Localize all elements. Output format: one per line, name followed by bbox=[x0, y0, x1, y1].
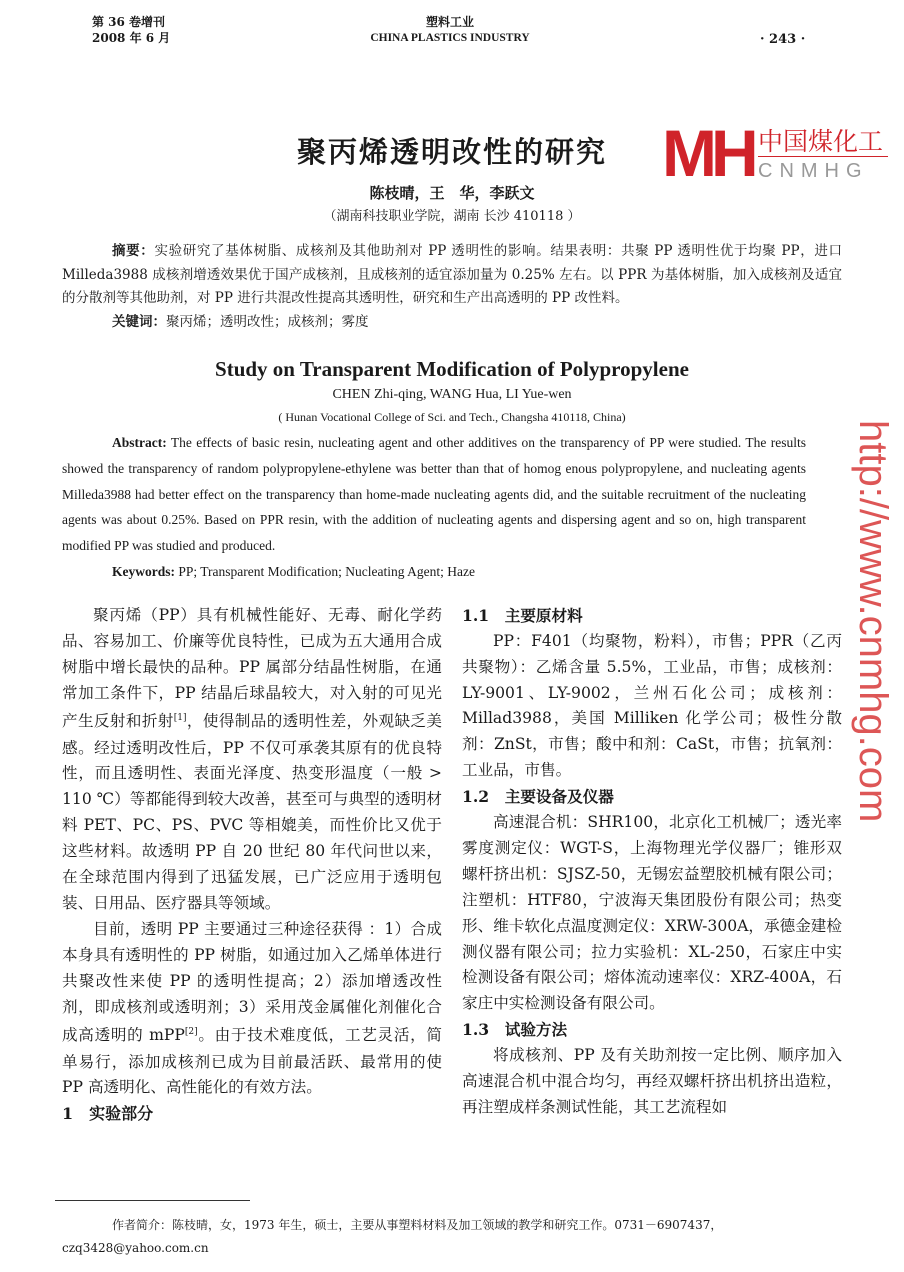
keywords-cn-text: 聚丙烯；透明改性；成核剂；雾度 bbox=[166, 313, 369, 330]
section-heading-1-1: 1.1 主要原材料 bbox=[462, 605, 583, 625]
abstract-en-label: Abstract: bbox=[112, 435, 167, 450]
journal-name-cn: 塑料工业 bbox=[425, 15, 474, 29]
text: 聚丙烯（PP）具有机械性能好、无毒、耐化学药品、容易加工、价廉等优良特性，已成为五大通用合成树脂中增长最快的品种。PP 属部分结晶性树脂，在通常加工条件下，PP 结晶后球晶较大，对入射的可见光产生反射和折射 bbox=[62, 605, 442, 731]
left-column bbox=[62, 603, 442, 1128]
abstract-cn-text: 实验研究了基体树脂、成核剂及其他助剂对 PP 透明性的影响。结果表明：共聚 PP 透明性优于均聚 PP，进口 Milleda3988 成核剂增透效果优于国产成核剂，且成核剂的适宜添加量为 0.25% 左右。以 PPR 为基体树脂，加入成核剂及适宜的分散剂等其他助剂，对 PP 进行共混改性提高其透明性，研究和生产出高透明的 PP 改性料。 bbox=[62, 243, 842, 306]
paper-title-cn: 聚丙烯透明改性的研究 bbox=[296, 135, 607, 169]
materials-paragraph: PP：F401（均聚物，粉料），市售；PPR（乙丙共聚物）：乙烯含量 5.5%，工业品，市售；成核剂：LY-9001、LY-9002，兰州石化公司；成核剂：Millad3988，美国 Milliken 化学公司；极性分散剂：ZnSt，市售；酸中和剂：CaSt，市售；抗氧剂：工业品，市售。 bbox=[462, 631, 842, 780]
header-date: 2008 年 6 月 bbox=[92, 31, 171, 45]
header-journal bbox=[330, 14, 570, 46]
logo-mark: MH bbox=[662, 116, 753, 190]
section-heading-1: 1 实验部分 bbox=[62, 1104, 154, 1124]
intro-paragraph-1 bbox=[62, 603, 442, 917]
method-paragraph: 将成核剂、PP 及有关助剂按一定比例、顺序加入高速混合机中混合均匀，再经双螺杆挤出机挤出造粒，再注塑成样条测试性能，其工艺流程如 bbox=[462, 1046, 842, 1116]
logo-text-en: CNMHG bbox=[758, 160, 869, 182]
text: 。由于技术难度低，工艺灵活，简单易行，添加成核剂已成为目前最活跃、最常用的使 PP 高透明化、高性能化的有效方法。 bbox=[62, 1026, 442, 1097]
right-column bbox=[462, 603, 842, 1128]
authors-en: CHEN Zhi-qing, WANG Hua, LI Yue-wen bbox=[332, 387, 572, 402]
abstract-en bbox=[62, 430, 806, 559]
logo-divider bbox=[758, 156, 888, 157]
authors-cn: 陈枝晴，王 华，李跃文 bbox=[369, 184, 535, 202]
abstract-cn-label: 摘要： bbox=[112, 243, 155, 259]
keywords-cn bbox=[112, 311, 904, 335]
header-volume-date bbox=[92, 14, 170, 46]
journal-name-en: CHINA PLASTICS INDUSTRY bbox=[370, 32, 530, 44]
affiliation-en: ( Hunan Vocational College of Sci. and Tech., Changsha 410118, China) bbox=[278, 410, 626, 424]
article-body bbox=[0, 132, 904, 1127]
header-volume: 第 36 卷增刊 bbox=[92, 15, 166, 29]
text: 目前，透明 PP 主要通过三种途径获得 ：1）合成本身具有透明性的 PP 树脂，如通过加入乙烯单体进行共聚改性来使 PP 的透明性提高；2）添加增透改性剂，即成核剂或透明剂；3）采用茂金属催化剂催化合成高透明的 mPP bbox=[62, 919, 442, 1045]
paper-title-en: Study on Transparent Modification of Polypropylene bbox=[215, 357, 689, 381]
two-column-body bbox=[62, 603, 842, 1128]
equipment-paragraph: 高速混合机：SHR100，北京化工机械厂；透光率雾度测定仪：WGT-S，上海物理光学仪器厂；锥形双螺杆挤出机：SJSZ-50，无锡宏益塑胶机械有限公司；注塑机：HTF80，宁波海天集团股份有限公司；热变形、维卡软化点温度测定仪：XRW-300A，承德金建检测仪器有限公司；拉力实验机：XL-250，石家庄中实检测设备有限公司；熔体流动速率仪：XRZ-400A，石家庄中实检测设备有限公司。 bbox=[462, 813, 842, 1013]
footnote-divider bbox=[55, 1200, 250, 1201]
citation-1: [1] bbox=[173, 713, 187, 724]
author-footnote: 作者简介：陈枝晴，女，1973 年生，硕士，主要从事塑料材料及加工领域的教学和研究工作。0731－6907437，czq3428@yahoo.com.cn bbox=[62, 1218, 723, 1255]
keywords-cn-label: 关键词： bbox=[112, 313, 166, 330]
keywords-en-text: PP; Transparent Modification; Nucleating Agent; Haze bbox=[178, 563, 475, 579]
citation-2: [2] bbox=[184, 1027, 198, 1038]
keywords-en bbox=[112, 559, 904, 585]
page-number: · 243 · bbox=[760, 32, 806, 47]
intro-paragraph-2 bbox=[62, 917, 442, 1102]
abstract-cn bbox=[62, 240, 842, 311]
affiliation-cn: （湖南科技职业学院，湖南 长沙 410118 ） bbox=[323, 209, 581, 224]
cnmhg-logo bbox=[662, 118, 892, 188]
section-heading-1-3: 1.3 试验方法 bbox=[462, 1020, 568, 1040]
keywords-en-label: Keywords: bbox=[112, 563, 175, 579]
logo-text-cn: 中国煤化工 bbox=[758, 127, 884, 156]
text: ，使得制品的透明性差，外观缺乏美感。经过透明改性后，PP 不仅可承袭其原有的优良特性，而且透明性、表面光泽度、热变形温度（一般 > 110 ℃）等都能得到较大改善，甚至可与典型的透明材料 PET、PC、PS、PVC 等相媲美，而性价比又优于这些材料。故透明 PP 自 20 世纪 80 年代问世以来，在全球范围内得到了迅猛发展，已广泛应用于透明包装、日用品、医疗器具等领域。 bbox=[62, 712, 442, 912]
section-heading-1-2: 1.2 主要设备及仪器 bbox=[462, 787, 614, 807]
abstract-en-text: The effects of basic resin, nucleating agent and other additives on the transparency of PP were studied. The results showed the transparency of random polypropylene-ethylene was better than that of homog enous polypropylene, and nucleating agents Milleda3988 had better effect on the transparency than home-made nucleating agents did, and the suitable recruitment of the nucleating agents was about 0.25%. Based on PPR resin, with the addition of nucleating agents and dispersing agent and so on, high transparent modified PP was studied and produced. bbox=[62, 435, 806, 554]
watermark-url: http://www.cnmhg.com bbox=[851, 420, 895, 823]
